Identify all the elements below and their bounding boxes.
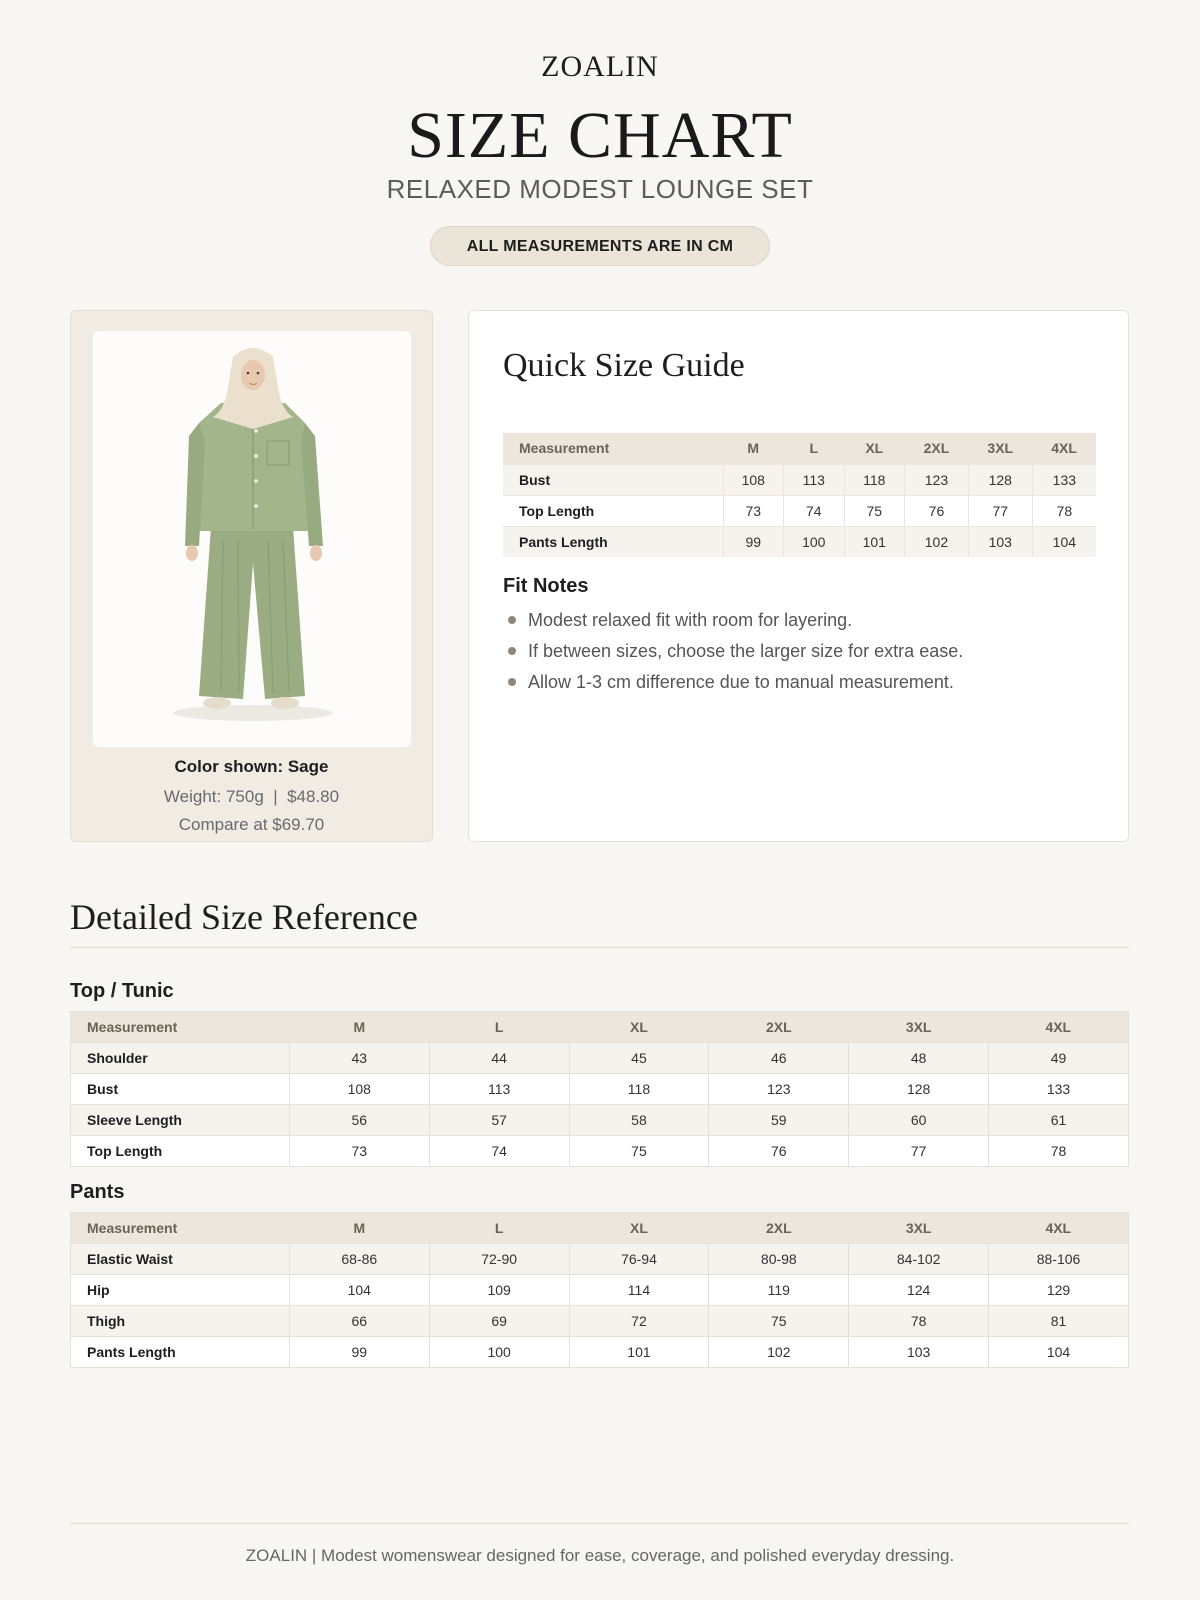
footer-text: ZOALIN | Modest womenswear designed for ease, coverage, and polished everyday dressing. bbox=[245, 1546, 955, 1565]
table-row bbox=[503, 495, 1096, 526]
table-cell: 88-106 bbox=[989, 1244, 1129, 1275]
list-item bbox=[503, 637, 963, 668]
table-cell: 128 bbox=[968, 464, 1032, 495]
quick-guide-title: Quick Size Guide bbox=[503, 347, 745, 384]
list-item bbox=[503, 606, 963, 637]
table-cell: 46 bbox=[709, 1043, 849, 1074]
row-label: Top Length bbox=[71, 1136, 290, 1167]
footer-divider bbox=[70, 1523, 1129, 1524]
header-cell: 2XL bbox=[709, 1213, 849, 1244]
row-label: Bust bbox=[71, 1074, 290, 1105]
table-cell: 103 bbox=[849, 1337, 989, 1368]
table-cell: 123 bbox=[905, 464, 969, 495]
table-row bbox=[503, 464, 1096, 495]
table-cell: 76-94 bbox=[569, 1244, 709, 1275]
header-cell: M bbox=[289, 1012, 429, 1043]
header-cell: 2XL bbox=[709, 1012, 849, 1043]
quick-size-guide-card bbox=[468, 310, 1129, 842]
table-header-row bbox=[71, 1012, 1129, 1043]
row-label: Pants Length bbox=[503, 526, 723, 557]
table-cell: 108 bbox=[289, 1074, 429, 1105]
table-cell: 99 bbox=[289, 1337, 429, 1368]
table-header-row bbox=[503, 433, 1096, 464]
table-cell: 84-102 bbox=[849, 1244, 989, 1275]
quick-size-table bbox=[503, 433, 1096, 557]
table-row bbox=[503, 526, 1096, 557]
table-cell: 100 bbox=[429, 1337, 569, 1368]
table-cell: 57 bbox=[429, 1105, 569, 1136]
table-cell: 72-90 bbox=[429, 1244, 569, 1275]
header-cell: 2XL bbox=[905, 433, 969, 464]
table-cell: 114 bbox=[569, 1275, 709, 1306]
table-cell: 59 bbox=[709, 1105, 849, 1136]
table-cell: 78 bbox=[989, 1136, 1129, 1167]
header-cell: M bbox=[723, 433, 784, 464]
model-illustration bbox=[93, 331, 411, 747]
product-subtitle: RELAXED MODEST LOUNGE SET bbox=[386, 174, 814, 204]
table-cell: 58 bbox=[569, 1105, 709, 1136]
header-cell: L bbox=[429, 1213, 569, 1244]
table-cell: 99 bbox=[723, 526, 784, 557]
fit-notes-title: Fit Notes bbox=[503, 575, 589, 597]
row-label: Shoulder bbox=[71, 1043, 290, 1074]
table-header-row bbox=[71, 1213, 1129, 1244]
table-cell: 133 bbox=[989, 1074, 1129, 1105]
detailed-section-title: Detailed Size Reference bbox=[70, 897, 418, 937]
table-cell: 75 bbox=[709, 1306, 849, 1337]
fit-note-text: Modest relaxed fit with room for layering. bbox=[528, 610, 853, 630]
table-cell: 80-98 bbox=[709, 1244, 849, 1275]
table-row bbox=[71, 1136, 1129, 1167]
table-cell: 78 bbox=[849, 1306, 989, 1337]
header-cell: 4XL bbox=[989, 1012, 1129, 1043]
list-item bbox=[503, 668, 963, 699]
table-cell: 124 bbox=[849, 1275, 989, 1306]
header-cell: L bbox=[784, 433, 845, 464]
table-row bbox=[71, 1306, 1129, 1337]
table-cell: 76 bbox=[709, 1136, 849, 1167]
unit-badge: ALL MEASUREMENTS ARE IN CM bbox=[430, 226, 770, 266]
table-cell: 102 bbox=[709, 1337, 849, 1368]
row-label: Bust bbox=[503, 464, 723, 495]
table-cell: 133 bbox=[1032, 464, 1096, 495]
table-cell: 44 bbox=[429, 1043, 569, 1074]
row-label: Elastic Waist bbox=[71, 1244, 290, 1275]
product-card bbox=[70, 310, 433, 842]
pants-size-table bbox=[70, 1212, 1129, 1368]
table-cell: 101 bbox=[844, 526, 905, 557]
table-cell: 129 bbox=[989, 1275, 1129, 1306]
fit-note-text: Allow 1-3 cm difference due to manual measurement. bbox=[528, 672, 954, 692]
table-cell: 60 bbox=[849, 1105, 989, 1136]
header-cell: XL bbox=[844, 433, 905, 464]
bullet-icon bbox=[508, 647, 516, 655]
header-cell: Measurement bbox=[71, 1213, 290, 1244]
header-cell: M bbox=[289, 1213, 429, 1244]
table-cell: 48 bbox=[849, 1043, 989, 1074]
table-cell: 108 bbox=[723, 464, 784, 495]
product-photo bbox=[93, 331, 411, 747]
table-cell: 104 bbox=[1032, 526, 1096, 557]
pants-section-label: Pants bbox=[70, 1181, 125, 1203]
table-cell: 100 bbox=[784, 526, 845, 557]
bullet-icon bbox=[508, 678, 516, 686]
table-cell: 76 bbox=[905, 495, 969, 526]
table-cell: 72 bbox=[569, 1306, 709, 1337]
table-cell: 119 bbox=[709, 1275, 849, 1306]
header-cell: L bbox=[429, 1012, 569, 1043]
table-cell: 75 bbox=[569, 1136, 709, 1167]
table-cell: 56 bbox=[289, 1105, 429, 1136]
fit-notes-list bbox=[503, 606, 963, 699]
compare-price: Compare at $69.70 bbox=[178, 815, 325, 834]
table-cell: 113 bbox=[429, 1074, 569, 1105]
header-cell: XL bbox=[569, 1012, 709, 1043]
table-cell: 45 bbox=[569, 1043, 709, 1074]
weight-price: Weight: 750g | $48.80 bbox=[163, 787, 340, 806]
table-row bbox=[71, 1043, 1129, 1074]
row-label: Hip bbox=[71, 1275, 290, 1306]
header-cell: 4XL bbox=[989, 1213, 1129, 1244]
header-cell: 3XL bbox=[968, 433, 1032, 464]
table-row bbox=[71, 1275, 1129, 1306]
table-cell: 101 bbox=[569, 1337, 709, 1368]
table-row bbox=[71, 1244, 1129, 1275]
table-row bbox=[71, 1074, 1129, 1105]
divider bbox=[70, 947, 1129, 948]
header-cell: Measurement bbox=[71, 1012, 290, 1043]
table-cell: 77 bbox=[849, 1136, 989, 1167]
table-cell: 123 bbox=[709, 1074, 849, 1105]
table-cell: 118 bbox=[569, 1074, 709, 1105]
table-cell: 68-86 bbox=[289, 1244, 429, 1275]
table-cell: 75 bbox=[844, 495, 905, 526]
table-cell: 102 bbox=[905, 526, 969, 557]
header-cell: XL bbox=[569, 1213, 709, 1244]
page-title: SIZE CHART bbox=[407, 99, 793, 172]
row-label: Sleeve Length bbox=[71, 1105, 290, 1136]
fit-note-text: If between sizes, choose the larger size for extra ease. bbox=[528, 641, 964, 661]
color-shown: Color shown: Sage bbox=[174, 757, 329, 776]
table-cell: 66 bbox=[289, 1306, 429, 1337]
header-cell: Measurement bbox=[503, 433, 723, 464]
table-cell: 77 bbox=[968, 495, 1032, 526]
row-label: Pants Length bbox=[71, 1337, 290, 1368]
table-cell: 74 bbox=[784, 495, 845, 526]
table-cell: 104 bbox=[989, 1337, 1129, 1368]
table-cell: 69 bbox=[429, 1306, 569, 1337]
table-cell: 74 bbox=[429, 1136, 569, 1167]
header-cell: 3XL bbox=[849, 1213, 989, 1244]
top-section-label: Top / Tunic bbox=[70, 980, 174, 1002]
table-cell: 109 bbox=[429, 1275, 569, 1306]
table-cell: 78 bbox=[1032, 495, 1096, 526]
bullet-icon bbox=[508, 616, 516, 624]
row-label: Top Length bbox=[503, 495, 723, 526]
table-cell: 49 bbox=[989, 1043, 1129, 1074]
table-cell: 104 bbox=[289, 1275, 429, 1306]
header-cell: 4XL bbox=[1032, 433, 1096, 464]
table-cell: 81 bbox=[989, 1306, 1129, 1337]
table-cell: 73 bbox=[289, 1136, 429, 1167]
table-cell: 61 bbox=[989, 1105, 1129, 1136]
table-cell: 73 bbox=[723, 495, 784, 526]
table-cell: 43 bbox=[289, 1043, 429, 1074]
table-cell: 118 bbox=[844, 464, 905, 495]
header-cell: 3XL bbox=[849, 1012, 989, 1043]
table-cell: 113 bbox=[784, 464, 845, 495]
table-row bbox=[71, 1105, 1129, 1136]
table-row bbox=[71, 1337, 1129, 1368]
brand-name: ZOALIN bbox=[541, 50, 659, 83]
table-cell: 103 bbox=[968, 526, 1032, 557]
row-label: Thigh bbox=[71, 1306, 290, 1337]
top-size-table bbox=[70, 1011, 1129, 1167]
table-cell: 128 bbox=[849, 1074, 989, 1105]
